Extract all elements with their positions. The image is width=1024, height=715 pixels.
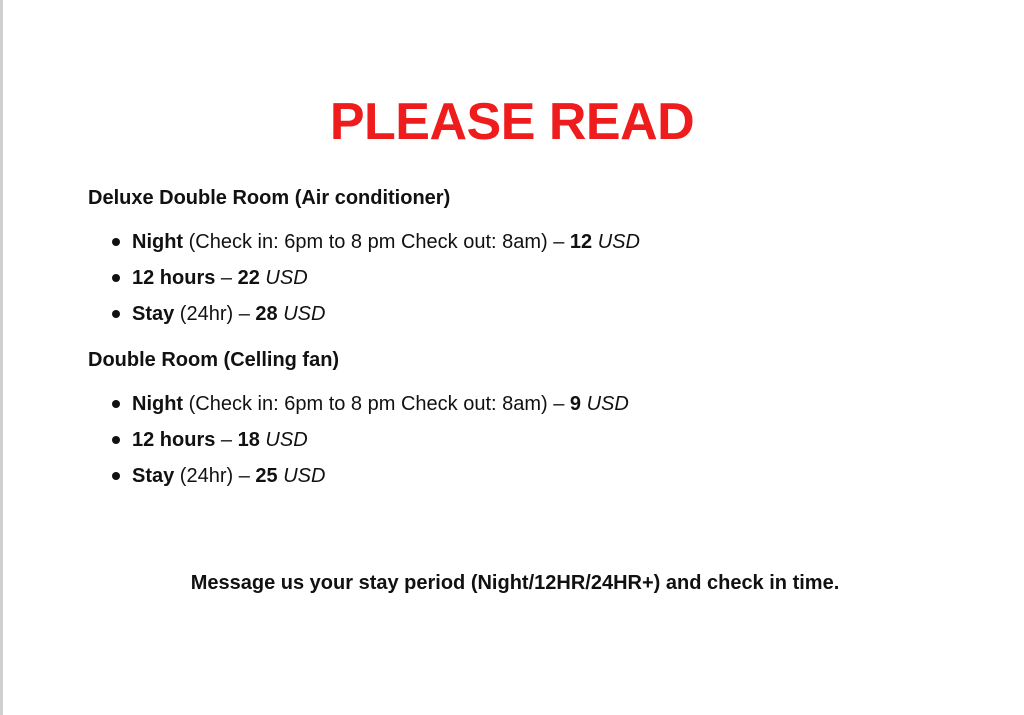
- rate-detail: (24hr) –: [174, 303, 256, 325]
- section-double-room: [88, 347, 629, 499]
- rate-item-stay: [88, 301, 640, 337]
- rate-currency: USD: [265, 429, 308, 451]
- rate-label: Stay: [132, 303, 175, 325]
- rate-label: Stay: [132, 465, 175, 487]
- rate-currency: USD: [597, 231, 640, 253]
- rate-list: [88, 229, 640, 337]
- rate-item-12-hours: [88, 427, 629, 463]
- rate-label: 12 hours: [132, 267, 216, 289]
- rate-list: [88, 391, 629, 499]
- contact-message: Message us your stay period (Night/12HR/24HR+) and check in time.: [190, 572, 840, 594]
- rate-price: 25: [255, 465, 278, 487]
- section-heading: Deluxe Double Room (Air conditioner): [88, 187, 451, 209]
- rate-price: 18: [237, 429, 260, 451]
- section-heading: Double Room (Celling fan): [88, 349, 340, 371]
- rate-item-stay: [88, 463, 629, 499]
- rate-detail: (24hr) –: [174, 465, 256, 487]
- rate-price: 22: [237, 267, 260, 289]
- rate-currency: USD: [283, 303, 326, 325]
- rate-currency: USD: [586, 393, 629, 415]
- rate-item-night: [88, 391, 629, 427]
- rate-currency: USD: [265, 267, 308, 289]
- bullet-icon: [112, 400, 120, 408]
- rate-label: Night: [132, 231, 184, 253]
- bullet-icon: [112, 310, 120, 318]
- bullet-icon: [112, 274, 120, 282]
- section-deluxe-double-room: [88, 185, 640, 337]
- rate-price: 9: [569, 393, 582, 415]
- rate-label: 12 hours: [132, 429, 216, 451]
- rate-price: 28: [255, 303, 278, 325]
- page-title: PLEASE READ: [329, 93, 695, 151]
- rate-detail: (Check in: 6pm to 8 pm Check out: 8am) –: [183, 231, 570, 253]
- rate-currency: USD: [283, 465, 326, 487]
- rate-item-12-hours: [88, 265, 640, 301]
- rate-item-night: [88, 229, 640, 265]
- bullet-icon: [112, 472, 120, 480]
- bullet-icon: [112, 436, 120, 444]
- rate-price: 12: [569, 231, 593, 253]
- rate-detail: (Check in: 6pm to 8 pm Check out: 8am) –: [183, 393, 570, 415]
- rate-detail: –: [215, 267, 238, 289]
- bullet-icon: [112, 238, 120, 246]
- rate-label: Night: [132, 393, 184, 415]
- rate-detail: –: [215, 429, 238, 451]
